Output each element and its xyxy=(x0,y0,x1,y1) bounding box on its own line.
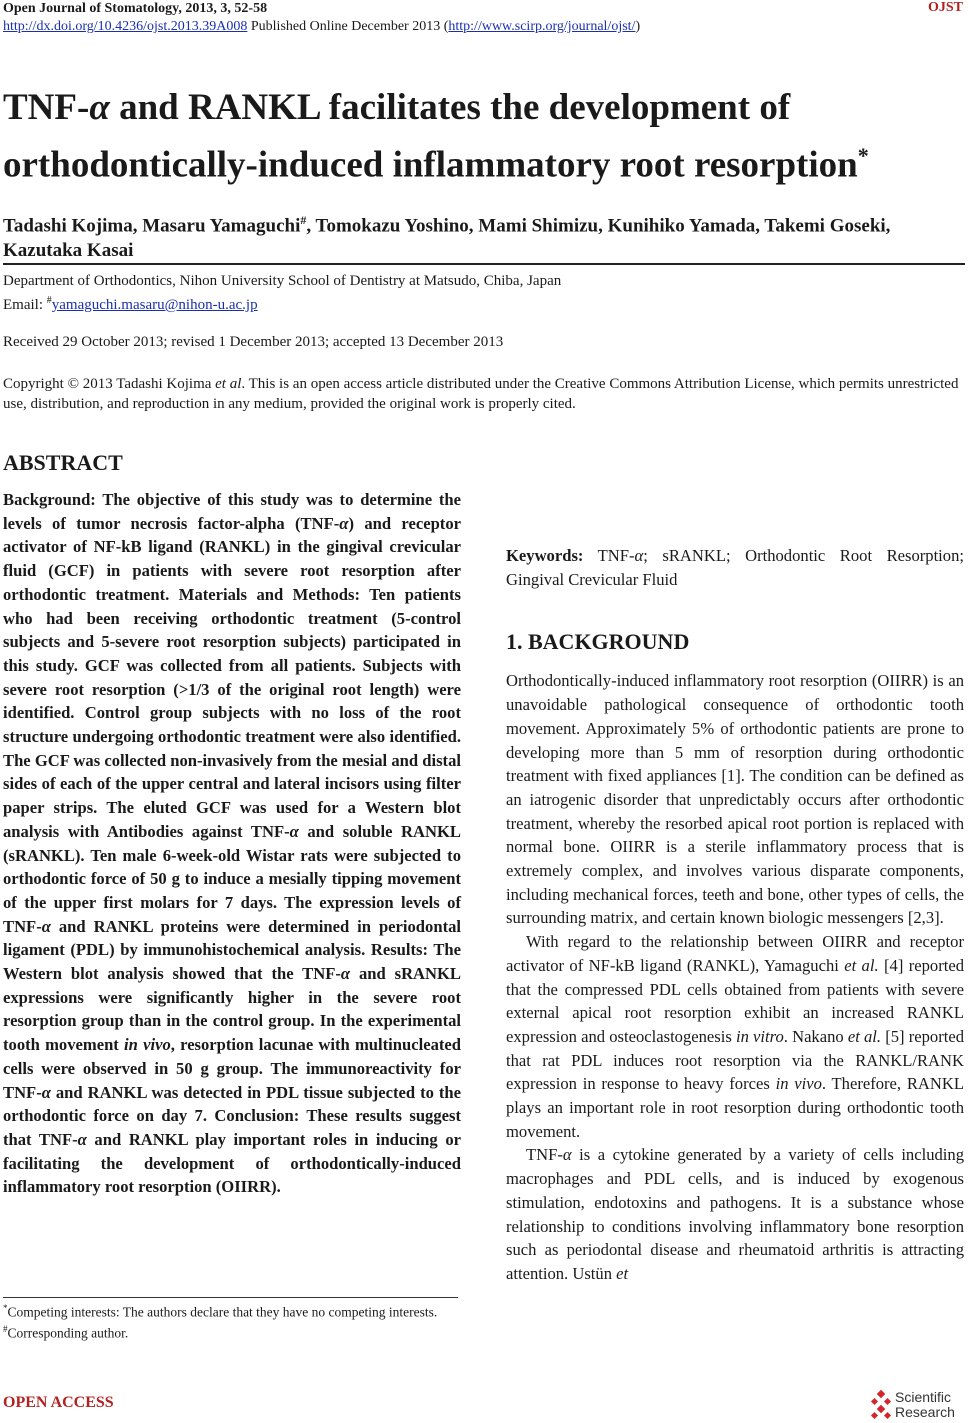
email-line xyxy=(3,291,561,315)
header-rule xyxy=(3,263,965,265)
publisher-line1: Scientific xyxy=(895,1389,952,1405)
background-paragraph-3: TNF-α is a cytokine generated by a variety of cells including macrophages and PDL cells, and is induced by exogenous stimulation, endotoxins and pathogens. It is a substance whose relationship to conditions involving inflammatory bone resorption such as periodontal disease and rheumatoid arthritis is attracting attention. Ustün et xyxy=(506,1145,964,1283)
footnote-corresponding: #Corresponding author. xyxy=(3,1323,129,1340)
email-link[interactable]: yamaguchi.masaru@nihon-u.ac.jp xyxy=(51,297,258,313)
email-mark: # xyxy=(46,295,52,306)
received-dates: Received 29 October 2013; revised 1 December 2013; accepted 13 December 2013 xyxy=(3,334,504,350)
copyright-etal: et al xyxy=(215,376,242,392)
title-part1: TNF- xyxy=(3,87,90,128)
footnote-rule xyxy=(3,1297,458,1298)
authors-part1: Tadashi Kojima, Masaru Yamaguchi xyxy=(3,215,301,237)
publisher-name xyxy=(895,1390,955,1420)
keywords-label: Keywords: xyxy=(506,546,584,565)
abstract-text: Background: The objective of this study was to determine the levels of tumor necrosis factor-alpha (TNF-α) and receptor activator of NF-kB ligand (RANKL) in the gingival crevicular fluid (GCF) in patients with severe root resorption after orthodontic treatment. Materials and Methods: Ten patients who had been receiving orthodontic treatment (5-control subjects and 5-severe root resorption subjects) participated in this study. GCF was collected from all patients. Subjects with severe root resorption (>1/3 of the original root length) were identified. Control group subjects with no loss of the root structure undergoing orthodontic treatment were also identified. The GCF was collected non-invasively from the mesial and distal sides of each of the upper central and lateral incisors using filter paper strips. The eluted GCF was used for a Western blot analysis with Antibodies against TNF-α and soluble RANKL (sRANKL). Ten male 6-week-old Wistar rats were subjected to orthodontic force of 50 g to induce a mesially tipping movement of the upper first molars for 7 days. The expression levels of TNF-α and RANKL proteins were determined in periodontal ligament (PDL) by immunohistochemical analysis. Results: The Western blot analysis showed that the TNF-α and sRANKL expressions were significantly higher in the severe root resorption group than in the control group. In the experimental tooth movement in vivo, resorption lacunae with multinucleated cells were observed in 50 g group. The immunoreactivity for TNF-α and RANKL was detected in PDL tissue subjected to the orthodontic force on day 7. Conclusion: These results suggest that TNF-α and RANKL play important roles in inducing or facilitating the development of orthodontically-induced inflammatory root resorption (OIIRR). xyxy=(3,490,462,1197)
title-footnote-mark: * xyxy=(857,143,869,168)
corresponding-mark: # xyxy=(300,213,307,227)
author-list xyxy=(3,208,963,263)
affiliation-block xyxy=(3,271,561,315)
publisher-logo xyxy=(869,1388,963,1422)
journal-citation: Open Journal of Stomatology, 2013, 3, 52-58 xyxy=(3,1,268,16)
background-paragraph-1: Orthodontically-induced inflammatory root resorption (OIIRR) is an unavoidable pathological consequence of orthodontic tooth movement. Approximately 5% of orthodontic patients are prone to developing more than 5 mm of resorption during orthodontic treatment with fixed appliances [1]. The condition can be defined as an iatrogenic disorder that unpredictably occurs after orthodontic treatment, whereby the resorbed apical root portion is replaced with normal bone. OIIRR is a sterile inflammatory process that is extremely complex, and involves various disparate components, including mechanical forces, teeth and bone, other types of cells, the surrounding matrix, and certain known biologic messengers [2,3]. xyxy=(506,671,964,928)
running-header xyxy=(3,0,640,36)
footnote-competing: *Competing interests: The authors declare that they have no competing interests. xyxy=(3,1303,438,1320)
copyright-part1: Copyright © 2013 Tadashi Kojima xyxy=(3,376,216,392)
close-paren: ) xyxy=(635,19,641,34)
abstract-heading: ABSTRACT xyxy=(3,450,123,475)
published-text: Published Online December 2013 ( xyxy=(247,19,449,34)
keywords: Keywords: TNF-α; sRANKL; Orthodontic Root Resorption; Gingival Crevicular Fluid xyxy=(506,546,964,589)
title-part2: and RANKL facilitates the development of orthodontically-induced inflammatory root resorption xyxy=(3,87,858,186)
authors-part2: , Tomokazu Yoshino, Mami Shimizu, Kunihiko Yamada, Takemi Goseki, Kazutaka Kasai xyxy=(3,215,891,262)
email-label: Email: xyxy=(3,297,47,313)
background-paragraph-2: With regard to the relationship between OIIRR and receptor activator of NF-kB ligand (RANKL), Yamaguchi et al. [4] reported that the compressed PDL cells obtained from patients with severe external apical root resorption exhibit an increased RANKL expression and osteoclastogenesis in vitro. Nakano et al. [5] reported that rat PDL induces root resorption via the RANKL/RANK expression in response to heavy forces in vivo. Therefore, RANKL plays an important role in root resorption during orthodontic tooth movement. xyxy=(506,932,964,1141)
publisher-logo-icon xyxy=(869,1389,893,1421)
background-heading: 1. BACKGROUND xyxy=(506,629,690,655)
abstract-column xyxy=(3,452,461,1199)
paper-title xyxy=(3,84,963,189)
title-alpha: α xyxy=(89,87,110,128)
journal-link[interactable]: http://www.scirp.org/journal/ojst/ xyxy=(448,19,636,34)
open-access-label: OPEN ACCESS xyxy=(3,1394,114,1411)
publisher-line2: Research xyxy=(895,1404,955,1420)
right-column xyxy=(506,452,964,1286)
affiliation: Department of Orthodontics, Nihon University School of Dentistry at Matsudo, Chiba, Japan xyxy=(3,273,562,289)
doi-link[interactable]: http://dx.doi.org/10.4236/ojst.2013.39A008 xyxy=(3,19,248,34)
copyright-notice xyxy=(3,374,965,414)
copyright-part2: . This is an open access article distributed under the Creative Commons Attribution License, which permits unrestricted use, distribution, and reproduction in any medium, provided the original work is properly cited. xyxy=(3,376,959,412)
footnotes xyxy=(3,1300,461,1341)
journal-abbrev: OJST xyxy=(927,0,963,15)
